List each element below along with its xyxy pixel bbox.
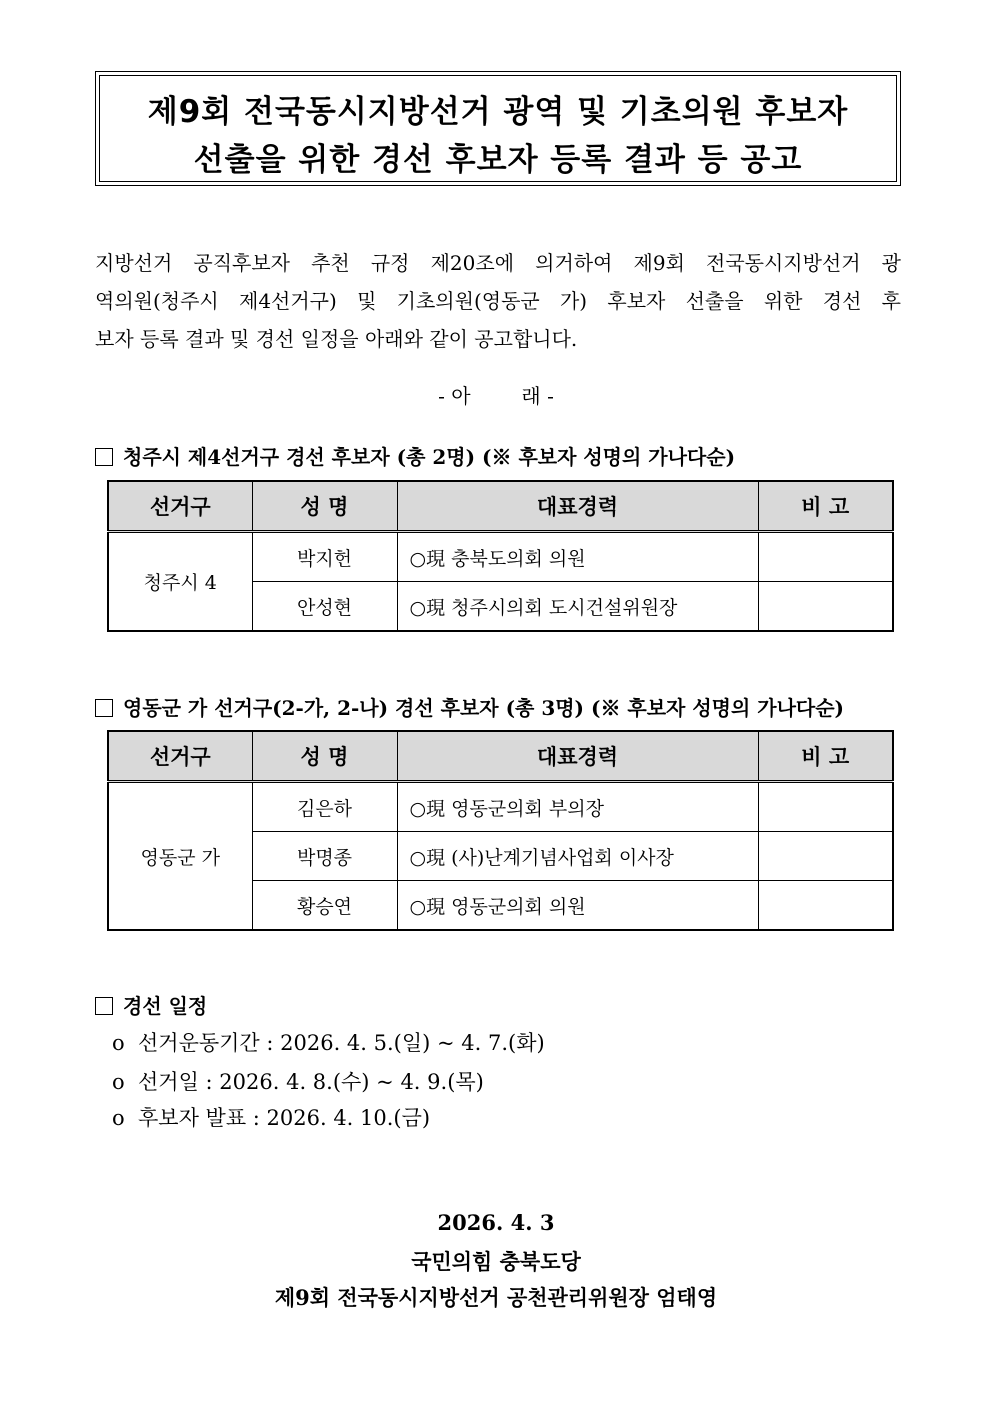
header-career: 대표경력	[397, 481, 758, 532]
schedule-item	[112, 1102, 430, 1132]
candidate-name: 박명종	[252, 832, 397, 881]
intro-line-1: 지방선거 공직후보자 추천 규정 제20조에 의거하여 제9회 전국동시지방선거 광	[95, 251, 901, 275]
section2-table	[107, 730, 894, 931]
candidate-career: ○現 영동군의회 의원	[397, 881, 758, 931]
intro-line-2: 역의원(청주시 제4선거구) 및 기초의원(영동군 가) 후보자 선출을 위한 경선 후	[95, 289, 901, 313]
header-name: 성 명	[252, 731, 397, 782]
candidate-career: ○現 청주시의회 도시건설위원장	[397, 582, 758, 632]
schedule-item-text: 선거일 : 2026. 4. 8.(수) ~ 4. 9.(목)	[138, 1070, 484, 1094]
section2-heading-text: 영동군 가 선거구(2-가, 2-나) 경선 후보자 (총 3명) (※ 후보자 성명의 가나다순)	[123, 696, 845, 720]
candidate-note	[758, 532, 893, 582]
signature-signer: 제9회 전국동시지방선거 공천관리위원장 엄태영	[274, 1285, 718, 1310]
schedule-item-text: 선거운동기간 : 2026. 4. 5.(일) ~ 4. 7.(화)	[138, 1031, 545, 1055]
schedule-item	[112, 1027, 545, 1057]
candidate-name: 김은하	[252, 782, 397, 832]
section2-heading	[95, 692, 844, 721]
checkbox-icon	[95, 448, 113, 466]
candidate-note	[758, 782, 893, 832]
table-header-row	[108, 731, 893, 782]
intro-line-3: 보자 등록 결과 및 경선 일정을 아래와 같이 공고합니다.	[95, 327, 578, 351]
header-district: 선거구	[108, 481, 252, 532]
schedule-heading	[95, 990, 207, 1019]
bullet-icon: o	[112, 1070, 125, 1094]
checkbox-icon	[95, 997, 113, 1015]
district-cell: 청주시 4	[108, 532, 252, 632]
table-header-row	[108, 481, 893, 532]
candidate-note	[758, 832, 893, 881]
candidate-name: 황승연	[252, 881, 397, 931]
candidate-note	[758, 582, 893, 632]
candidate-name: 박지헌	[252, 532, 397, 582]
header-note: 비 고	[758, 481, 893, 532]
section1-table	[107, 480, 894, 632]
title-box	[95, 71, 901, 186]
bullet-icon: o	[112, 1031, 125, 1055]
table-row	[108, 782, 893, 832]
title-line-2: 선출을 위한 경선 후보자 등록 결과 등 공고	[193, 142, 803, 178]
arae-marker: - 아 래 -	[438, 384, 554, 408]
header-district: 선거구	[108, 731, 252, 782]
table-row	[108, 532, 893, 582]
bullet-icon: o	[112, 1106, 125, 1130]
schedule-item	[112, 1066, 484, 1096]
district-cell: 영동군 가	[108, 782, 252, 931]
checkbox-icon	[95, 699, 113, 717]
intro-paragraph	[95, 244, 901, 358]
header-name: 성 명	[252, 481, 397, 532]
candidate-note	[758, 881, 893, 931]
signature-org: 국민의힘 충북도당	[411, 1249, 581, 1274]
candidate-career: ○現 충북도의회 의원	[397, 532, 758, 582]
section1-heading-text: 청주시 제4선거구 경선 후보자 (총 2명) (※ 후보자 성명의 가나다순)	[123, 445, 736, 469]
schedule-heading-text: 경선 일정	[123, 994, 208, 1018]
candidate-career: ○現 영동군의회 부의장	[397, 782, 758, 832]
header-career: 대표경력	[397, 731, 758, 782]
section1-heading	[95, 441, 735, 470]
candidate-career: ○現 (사)난계기념사업회 이사장	[397, 832, 758, 881]
schedule-item-text: 후보자 발표 : 2026. 4. 10.(금)	[138, 1106, 431, 1130]
header-note: 비 고	[758, 731, 893, 782]
signature-date: 2026. 4. 3	[437, 1210, 555, 1235]
candidate-name: 안성현	[252, 582, 397, 632]
title-line-1: 제9회 전국동시지방선거 광역 및 기초의원 후보자	[147, 94, 849, 130]
